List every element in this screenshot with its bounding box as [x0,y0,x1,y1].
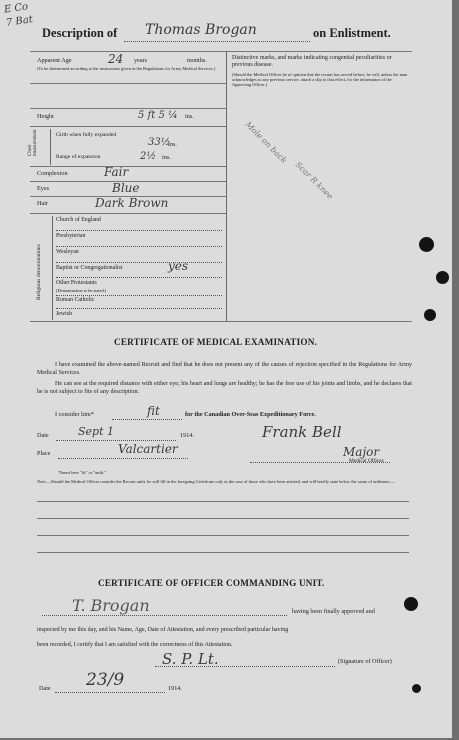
hair-label: Hair [37,200,48,207]
officer-line1: having been finally approved and [292,608,375,615]
unfitness-line [37,552,409,553]
age-note: (To be determined according to the instructions given in the Regulations for Army Medical Services.) [37,66,216,71]
marks-note: (Should the Medical Officer be of opinion that the recruit has served before, he will, unless the man acknowledges to any previous service, attach a slip to that effect, for the information of the Approving Officer.) [232,72,408,87]
officer-line2: inspected by me this day, and his Name, Age, Date of Attestation, and every prescribed particular having [37,627,289,633]
height-unit: ins. [185,113,194,120]
girth-value: 33½ [148,137,171,148]
religion-line [56,295,222,296]
age-years-value: 24 [108,52,124,66]
officer-heading: CERTIFICATE OF OFFICER COMMANDING UNIT. [98,578,325,588]
chest-bracket [50,129,51,165]
officer-date-line [55,692,165,693]
medical-officer-label: Medical Officer. [349,458,385,464]
chest-group-label: Chest measurement [28,129,38,156]
range-value: 2½ [140,151,157,162]
medical-officer-signature: Frank Bell [262,423,342,441]
medical-heading: CERTIFICATE OF MEDICAL EXAMINATION. [114,337,318,347]
religion-line [56,230,222,231]
officer-year: 1914. [168,685,182,692]
officer-date-value: 23/9 [86,670,125,690]
consider-line [112,419,182,420]
officer-name-line [42,615,287,616]
religion-line [56,308,222,309]
hair-value: Dark Brown [95,196,169,210]
officer-line3: been recorded, I certify that I am satisfied with the correctness of this Attestation. [37,642,233,648]
religion-item-presbyterian: Presbyterian [56,233,86,239]
religion-item-church-of-england: Church of England [56,217,101,223]
religion-bracket [52,216,53,320]
medical-year: 1914. [180,432,194,439]
age-months-label: months. [187,57,207,64]
punch-hole [404,597,418,611]
title-suffix: on Enlistment. [313,26,391,40]
punch-hole [412,684,421,693]
complexion-value: Fair [104,165,129,179]
title-prefix: Description of [42,26,118,40]
chest-top-rule [30,126,226,127]
age-label: Apparent Age [37,57,72,64]
punch-hole [436,271,449,284]
margin-note-line1: E Co [3,1,29,16]
consider-prefix: I consider him* [55,411,94,418]
religion-item-baptist: Baptist or Congregationalist [56,265,123,271]
medical-para1: I have examined the above-named Recruit and find that he does not present any of the causes of rejection specified in the Regulations for Army Medical Services. [37,362,412,377]
medical-date-value: Sept 1 [78,425,115,438]
top-frame-rule [30,51,412,52]
religion-item-roman-catholic: Roman Catholic [56,297,95,303]
punch-hole [419,237,434,252]
title-dotted-line [124,41,310,42]
marks-heading: Distinctive marks, and marks indicating congenital peculiarities or previous disease. [232,55,392,68]
officer-signature-line [155,666,335,667]
officer-signature-label: (Signature of Officer) [338,658,392,665]
consider-suffix: for the Canadian Over-Seas Expeditionary Force. [185,411,316,418]
religion-item-jewish: Jewish [56,311,73,317]
medical-officer-rank: Major [343,445,380,459]
religion-line [56,262,222,263]
medical-place-line [58,458,188,459]
religion-item-wesleyan: Wesleyan [56,249,79,255]
age-years-label: years [134,57,148,64]
officer-signature: S. P. Lt. [162,650,219,668]
height-value: 5 ft 5 ¼ [138,110,178,121]
girth-label: Girth when fully expanded [56,132,117,138]
recruit-name: Thomas Brogan [145,22,257,38]
column-divider [226,51,227,321]
religion-top-rule [30,213,226,214]
medical-date-line [56,440,176,441]
complexion-label: Complexion [37,170,68,177]
range-label: Range of expansion [56,154,101,160]
unfitness-line [37,518,409,519]
unfitness-line [37,535,409,536]
eyes-label: Eyes [37,185,50,192]
religion-baptist-mark: yes [168,259,189,273]
punch-hole [424,309,436,321]
medical-date-label: Date [37,432,49,439]
religion-line [56,277,222,278]
officer-recruit-name: T. Brogan [72,596,150,615]
medical-footnote2: Note.—Should the Medical Officer consider the Recruit unfit, he will fill in the foregoing Certificate only in the case of those who have been attested, and will briefly state below the cause of unfitness:— [37,479,395,484]
height-label: Height [37,113,54,120]
medical-place-label: Place [37,450,51,457]
mark-1: Mole on back [243,120,289,165]
top-frame-bottom-rule [30,321,412,322]
officer-date-label: Date [39,685,51,692]
religion-line [56,246,222,247]
girth-unit: ins. [168,141,177,148]
mark-2: Scar R knee [293,160,335,202]
medical-para2: He can see at the required distance with either eye; his heart and lungs are healthy; he has the free use of his joints and limbs, and he declares that he is not subject to fits of any description. [37,381,412,396]
religion-other-note: (Denomination to be stated.) [56,288,107,293]
margin-note-line2: 7 Bat [5,14,34,29]
medical-place-value: Valcartier [118,442,178,456]
religion-group-label: Religious denominations [36,244,42,300]
medical-footnote1: *Insert here "fit" or "unfit." [58,470,107,475]
age-bottom-rule [30,83,226,84]
unfitness-line [37,501,409,502]
religion-item-other-protestants: Other Protestants [56,280,97,286]
eyes-value: Blue [112,181,140,195]
consider-value: fit [147,404,160,418]
height-rule [30,108,226,109]
range-unit: ins. [162,154,171,161]
